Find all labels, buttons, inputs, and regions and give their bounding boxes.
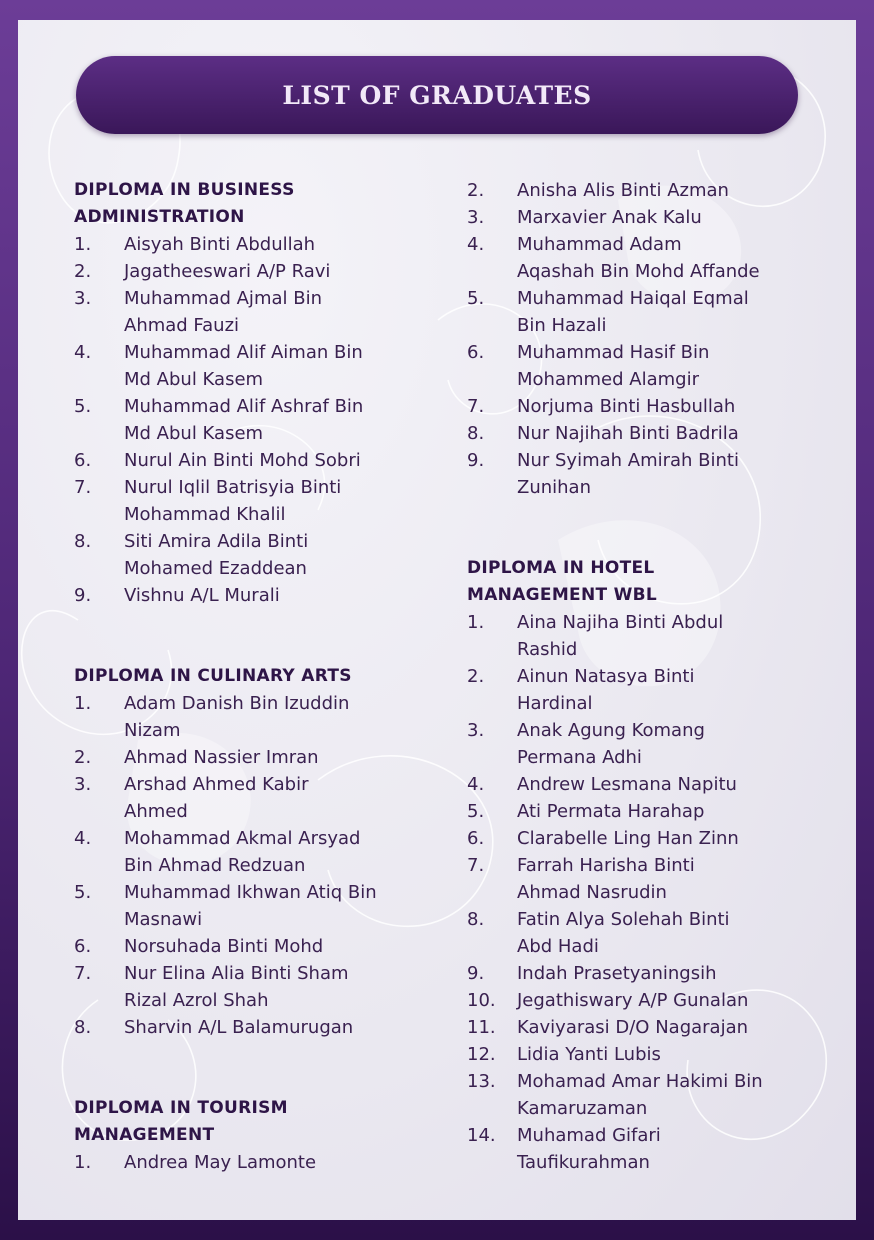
item-number: 13. xyxy=(467,1071,496,1092)
item-number: 7. xyxy=(467,396,485,417)
graduate-name: Nur Elina Alia Binti Sham xyxy=(124,963,349,984)
graduate-name: Bin Hazali xyxy=(517,315,607,336)
graduate-list-item xyxy=(467,636,812,663)
item-number: 6. xyxy=(467,828,485,849)
graduate-list-item xyxy=(467,744,812,771)
graduate-list-item xyxy=(467,231,812,258)
item-number: 9. xyxy=(467,450,485,471)
left-column xyxy=(74,177,434,1176)
item-number: 1. xyxy=(74,693,92,714)
graduate-name: Adam Danish Bin Izuddin xyxy=(124,693,350,714)
item-number xyxy=(467,636,517,663)
program-heading: DIPLOMA IN CULINARY ARTS xyxy=(74,666,352,686)
item-number: 2. xyxy=(467,666,485,687)
right-column xyxy=(467,177,812,1176)
graduate-name: Nur Najihah Binti Badrila xyxy=(517,423,739,444)
graduate-list-item xyxy=(467,825,812,852)
graduate-list-item xyxy=(467,204,812,231)
graduate-list-item xyxy=(467,285,812,312)
item-number xyxy=(467,258,517,285)
item-number: 7. xyxy=(74,963,92,984)
graduate-list-item xyxy=(74,906,434,933)
item-number xyxy=(74,906,124,933)
graduate-list-item xyxy=(74,339,434,366)
graduate-list-item xyxy=(74,474,434,501)
graduate-list-item xyxy=(74,771,434,798)
program-section xyxy=(74,1095,434,1176)
item-number: 2. xyxy=(74,261,92,282)
item-number xyxy=(467,312,517,339)
graduate-name: Andrea May Lamonte xyxy=(124,1152,317,1173)
graduate-list-item xyxy=(467,906,812,933)
item-number: 9. xyxy=(74,585,92,606)
graduate-name: Zunihan xyxy=(517,477,591,498)
graduate-name: Muhammad Haiqal Eqmal xyxy=(517,288,749,309)
graduate-list-item xyxy=(74,852,434,879)
graduate-list-item xyxy=(74,501,434,528)
graduate-name: Aqashah Bin Mohd Affande xyxy=(517,261,760,282)
section-spacer xyxy=(467,501,812,555)
graduate-name: Hardinal xyxy=(517,693,593,714)
graduate-list-item xyxy=(74,960,434,987)
graduate-name: Sharvin A/L Balamurugan xyxy=(124,1017,354,1038)
program-heading: MANAGEMENT xyxy=(74,1125,215,1145)
graduate-list-item xyxy=(467,960,812,987)
graduate-name: Lidia Yanti Lubis xyxy=(517,1044,661,1065)
graduate-name: Mohammad Akmal Arsyad xyxy=(124,828,361,849)
graduate-name: Nur Syimah Amirah Binti xyxy=(517,450,739,471)
item-number xyxy=(74,501,124,528)
graduate-name: Clarabelle Ling Han Zinn xyxy=(517,828,739,849)
graduate-name: Mohamad Amar Hakimi Bin xyxy=(517,1071,763,1092)
item-number: 2. xyxy=(467,180,485,201)
item-number: 3. xyxy=(467,207,485,228)
item-number xyxy=(467,474,517,501)
item-number: 8. xyxy=(74,531,92,552)
item-number: 8. xyxy=(467,423,485,444)
item-number xyxy=(467,744,517,771)
graduate-list-item xyxy=(467,1041,812,1068)
graduate-list-item xyxy=(74,1014,434,1041)
graduate-list-item xyxy=(74,1149,434,1176)
graduate-name: Nurul Iqlil Batrisyia Binti xyxy=(124,477,342,498)
item-number: 7. xyxy=(467,855,485,876)
item-number: 11. xyxy=(467,1017,496,1038)
graduate-list-item xyxy=(74,258,434,285)
graduate-list-item xyxy=(74,933,434,960)
item-number: 14. xyxy=(467,1125,496,1146)
graduate-name: Muhammad Alif Ashraf Bin xyxy=(124,396,364,417)
graduate-list-item xyxy=(74,690,434,717)
graduate-list-item xyxy=(467,1014,812,1041)
item-number: 10. xyxy=(467,990,496,1011)
graduate-name: Kaviyarasi D/O Nagarajan xyxy=(517,1017,749,1038)
graduate-name: Mohammad Khalil xyxy=(124,504,286,525)
graduate-list-item xyxy=(74,582,434,609)
graduate-list-item xyxy=(467,393,812,420)
graduate-name: Nurul Ain Binti Mohd Sobri xyxy=(124,450,361,471)
graduate-name: Vishnu A/L Murali xyxy=(124,585,280,606)
item-number: 1. xyxy=(74,1152,92,1173)
program-heading: DIPLOMA IN HOTEL xyxy=(467,558,655,578)
graduate-list-item xyxy=(467,366,812,393)
item-number xyxy=(74,717,124,744)
item-number xyxy=(74,555,124,582)
graduate-list-item xyxy=(74,231,434,258)
item-number xyxy=(467,1149,517,1176)
graduate-list-item xyxy=(467,258,812,285)
program-section xyxy=(467,555,812,1176)
graduate-list-item xyxy=(467,177,812,204)
graduate-name: Muhammad Hasif Bin xyxy=(517,342,710,363)
program-heading: ADMINISTRATION xyxy=(74,207,245,227)
graduate-list-item xyxy=(74,717,434,744)
graduate-name: Kamaruzaman xyxy=(517,1098,648,1119)
item-number xyxy=(74,852,124,879)
graduate-name: Muhammad Ikhwan Atiq Bin xyxy=(124,882,377,903)
graduate-list-item xyxy=(74,879,434,906)
graduate-name: Masnawi xyxy=(124,909,203,930)
graduate-name: Fatin Alya Solehah Binti xyxy=(517,909,730,930)
graduate-list-item xyxy=(467,879,812,906)
graduate-name: Anisha Alis Binti Azman xyxy=(517,180,729,201)
item-number: 4. xyxy=(467,234,485,255)
graduate-list-item xyxy=(467,312,812,339)
item-number xyxy=(467,933,517,960)
graduate-name: Rashid xyxy=(517,639,578,660)
item-number: 3. xyxy=(74,288,92,309)
page-title: LIST OF GRADUATES xyxy=(282,80,592,110)
graduate-list-item xyxy=(467,798,812,825)
graduate-list-item xyxy=(467,1095,812,1122)
graduate-name: Muhamad Gifari xyxy=(517,1125,661,1146)
graduate-list-item xyxy=(467,447,812,474)
graduate-list-item xyxy=(467,717,812,744)
graduate-list-item xyxy=(467,663,812,690)
item-number: 2. xyxy=(74,747,92,768)
graduate-list-item xyxy=(467,690,812,717)
graduate-name: Ahmad Nassier Imran xyxy=(124,747,319,768)
item-number: 12. xyxy=(467,1044,496,1065)
graduate-name: Ati Permata Harahap xyxy=(517,801,705,822)
item-number: 4. xyxy=(74,342,92,363)
graduate-name: Aisyah Binti Abdullah xyxy=(124,234,316,255)
graduate-name: Nizam xyxy=(124,720,181,741)
graduate-list-item xyxy=(74,825,434,852)
item-number: 7. xyxy=(74,477,92,498)
graduate-name: Ainun Natasya Binti xyxy=(517,666,695,687)
item-number xyxy=(74,987,124,1014)
graduate-name: Norjuma Binti Hasbullah xyxy=(517,396,736,417)
item-number: 6. xyxy=(467,342,485,363)
item-number: 8. xyxy=(467,909,485,930)
graduate-name: Norsuhada Binti Mohd xyxy=(124,936,324,957)
graduate-list-item xyxy=(467,609,812,636)
program-heading: DIPLOMA IN BUSINESS xyxy=(74,180,295,200)
graduate-name: Rizal Azrol Shah xyxy=(124,990,269,1011)
graduate-list-item xyxy=(74,528,434,555)
item-number: 5. xyxy=(74,882,92,903)
graduate-list-item xyxy=(74,312,434,339)
section-spacer xyxy=(74,609,434,663)
graduate-list-item xyxy=(74,447,434,474)
graduate-name: Ahmad Nasrudin xyxy=(517,882,667,903)
graduate-name: Md Abul Kasem xyxy=(124,423,264,444)
graduate-name: Abd Hadi xyxy=(517,936,599,957)
item-number xyxy=(74,366,124,393)
item-number: 1. xyxy=(74,234,92,255)
graduate-list-item xyxy=(467,474,812,501)
graduate-list-item xyxy=(467,1149,812,1176)
item-number: 6. xyxy=(74,450,92,471)
graduate-list-item xyxy=(74,420,434,447)
graduate-name: Arshad Ahmed Kabir xyxy=(124,774,309,795)
item-number xyxy=(467,366,517,393)
item-number: 5. xyxy=(467,801,485,822)
program-section xyxy=(74,663,434,1041)
graduate-list-item xyxy=(467,933,812,960)
item-number: 8. xyxy=(74,1017,92,1038)
graduate-list-item xyxy=(74,555,434,582)
item-number xyxy=(74,312,124,339)
graduate-list-item xyxy=(467,1122,812,1149)
graduate-name: Siti Amira Adila Binti xyxy=(124,531,309,552)
graduate-name: Marxavier Anak Kalu xyxy=(517,207,702,228)
graduate-name: Jagatheeswari A/P Ravi xyxy=(124,261,331,282)
item-number: 3. xyxy=(74,774,92,795)
graduate-list-item xyxy=(467,987,812,1014)
graduate-name: Andrew Lesmana Napitu xyxy=(517,774,737,795)
graduate-name: Permana Adhi xyxy=(517,747,642,768)
item-number: 6. xyxy=(74,936,92,957)
program-section xyxy=(74,177,434,609)
title-banner xyxy=(76,56,798,134)
graduate-name: Bin Ahmad Redzuan xyxy=(124,855,306,876)
item-number xyxy=(74,420,124,447)
graduate-name: Mohamed Ezaddean xyxy=(124,558,307,579)
graduate-name: Aina Najiha Binti Abdul xyxy=(517,612,724,633)
item-number xyxy=(467,1095,517,1122)
graduate-name: Md Abul Kasem xyxy=(124,369,264,390)
item-number xyxy=(74,798,124,825)
item-number xyxy=(467,690,517,717)
graduate-list-item xyxy=(74,987,434,1014)
program-heading: MANAGEMENT WBL xyxy=(467,585,658,605)
graduate-list-item xyxy=(467,771,812,798)
graduate-name: Ahmed xyxy=(124,801,188,822)
graduate-list-item xyxy=(74,285,434,312)
graduate-name: Muhammad Adam xyxy=(517,234,682,255)
graduate-name: Indah Prasetyaningsih xyxy=(517,963,717,984)
graduate-list-item xyxy=(467,1068,812,1095)
item-number: 3. xyxy=(467,720,485,741)
program-section xyxy=(467,177,812,501)
graduate-list-item xyxy=(467,339,812,366)
graduate-list-item xyxy=(467,852,812,879)
graduate-list-item xyxy=(467,420,812,447)
graduate-name: Ahmad Fauzi xyxy=(124,315,240,336)
graduate-name: Muhammad Ajmal Bin xyxy=(124,288,322,309)
graduate-list-item xyxy=(74,393,434,420)
graduate-name: Muhammad Alif Aiman Bin xyxy=(124,342,363,363)
graduate-name: Farrah Harisha Binti xyxy=(517,855,695,876)
item-number: 5. xyxy=(74,396,92,417)
item-number: 4. xyxy=(467,774,485,795)
graduate-list-item xyxy=(74,366,434,393)
graduate-list-item xyxy=(74,744,434,771)
graduate-name: Taufikurahman xyxy=(517,1152,650,1173)
item-number: 5. xyxy=(467,288,485,309)
item-number: 9. xyxy=(467,963,485,984)
item-number xyxy=(467,879,517,906)
program-heading: DIPLOMA IN TOURISM xyxy=(74,1098,288,1118)
graduate-list-item xyxy=(74,798,434,825)
graduate-name: Jegathiswary A/P Gunalan xyxy=(517,990,749,1011)
graduate-name: Anak Agung Komang xyxy=(517,720,705,741)
item-number: 1. xyxy=(467,612,485,633)
section-spacer xyxy=(74,1041,434,1095)
graduate-name: Mohammed Alamgir xyxy=(517,369,699,390)
item-number: 4. xyxy=(74,828,92,849)
